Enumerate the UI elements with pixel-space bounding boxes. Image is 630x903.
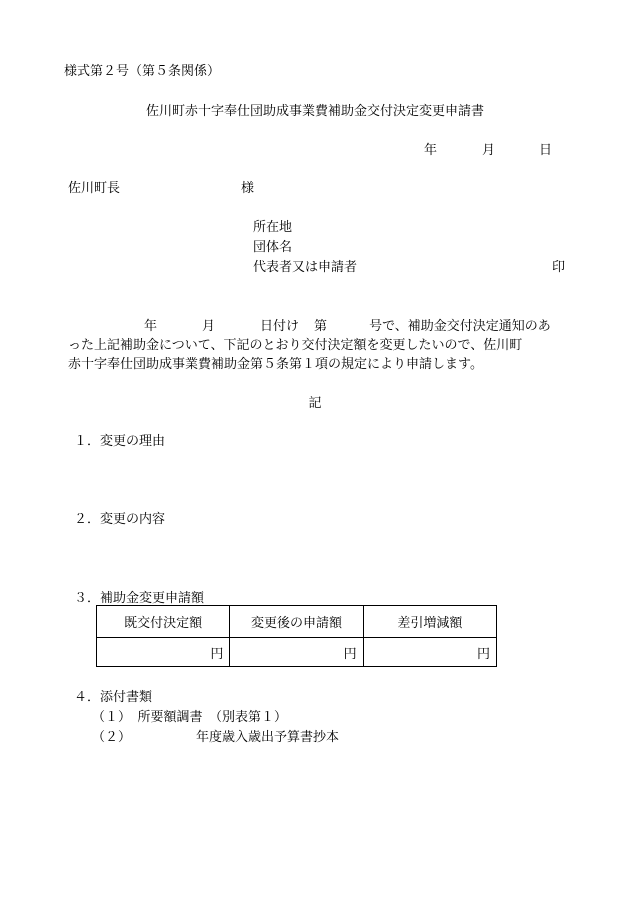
body-month: 月 [202,319,216,334]
section-attachments: ４．添付書類 [74,690,153,705]
header-current-amount: 既交付決定額 [97,606,230,638]
ki-heading: 記 [308,396,322,411]
body-paragraph-line-1 [68,319,551,335]
table-header-row [97,606,497,638]
section-change-reason: １．変更の理由 [74,434,166,449]
body-number-prefix: 第 [314,319,328,334]
applicant-organization-label: 団体名 [253,240,293,255]
date-day-label: 日 [539,143,553,158]
header-changed-amount: 変更後の申請額 [230,606,363,638]
attachment-item-1: （１） 所要額調書 （別表第１） [92,710,288,725]
document-title: 佐川町赤十字奉仕団助成事業費補助金交付決定変更申請書 [145,104,484,119]
body-year: 年 [144,319,158,334]
form-number-label: 様式第２号（第５条関係） [64,64,221,79]
body-line-1-rest: 号で、補助金交付決定通知のあ [369,319,551,334]
attachment-item-2 [92,730,339,746]
seal-mark: 印 [552,260,566,275]
table-row [97,638,497,667]
body-day: 日付け [260,319,300,334]
applicant-address-label: 所在地 [253,220,293,235]
honorific: 様 [241,181,255,196]
cell-difference: 円 [363,638,496,667]
date-month-label: 月 [482,143,496,158]
body-paragraph-line-2: った上記補助金について、下記のとおり交付決定額を変更したいので、佐川町 [68,338,523,353]
section-change-content: ２．変更の内容 [74,512,166,527]
addressee: 佐川町長 [68,181,121,196]
attachment-item-2-text: 年度歳入歳出予算書抄本 [196,730,340,745]
cell-current-amount: 円 [97,638,230,667]
attachment-item-2-number: （２） [92,730,132,745]
applicant-representative-label: 代表者又は申請者 [253,260,358,275]
header-difference: 差引増減額 [363,606,496,638]
cell-changed-amount: 円 [230,638,363,667]
date-year-label: 年 [424,143,438,158]
body-paragraph-line-3: 赤十字奉仕団助成事業費補助金第５条第１項の規定により申請します。 [68,357,483,372]
section-subsidy-amount: ３．補助金変更申請額 [74,591,205,606]
subsidy-amount-table [96,605,497,667]
